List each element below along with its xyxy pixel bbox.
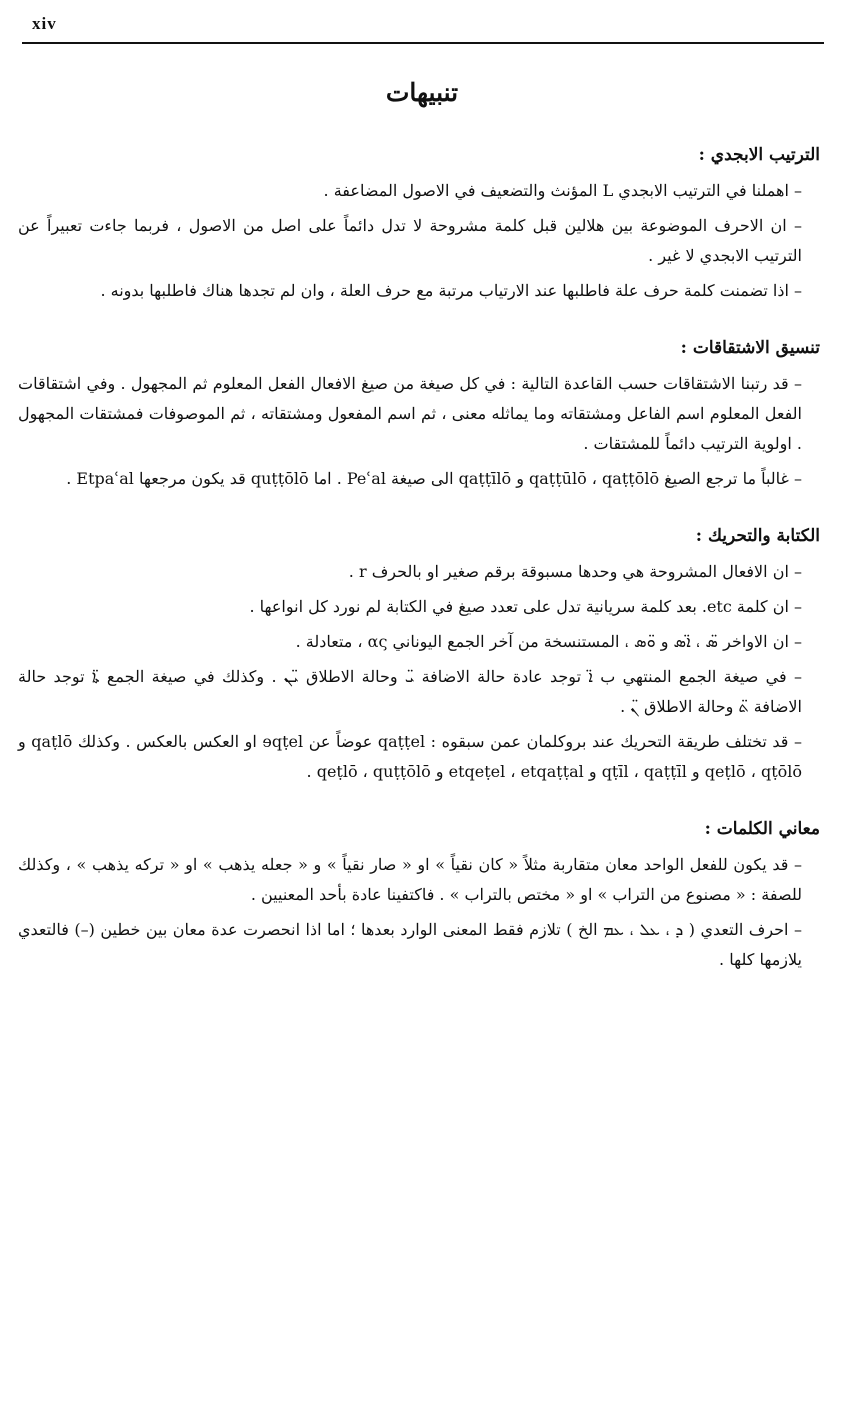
section-alphabetical-order (18, 140, 826, 306)
section-heading: الترتيب الابجدي : (698, 145, 820, 165)
section-derivations (18, 333, 826, 494)
paragraph: – ان الاحرف الموضوعة بين هلالين قبل كلمة مشروحة لا تدل دائماً على اصل من الاصول ، فربما جاءت تعبيراً عن الترتيب الابجدي لا غير . (18, 216, 802, 265)
section-word-meanings (18, 814, 826, 975)
section-writing-vocalization (18, 521, 826, 787)
section-heading: تنسيق الاشتقاقات : (680, 338, 820, 358)
page-number: xiv (32, 14, 57, 33)
page-title: تنبيهات (385, 78, 459, 107)
paragraph: – ان كلمة etc. بعد كلمة سريانية تدل على تعدد صيغ في الكتابة لم نورد كل انواعها . (249, 597, 802, 616)
paragraph: – اذا تضمنت كلمة حرف علة فاطلبها عند الارتياب مرتبة مع حرف العلة ، وان لم تجدها هناك فاطلبها بدونه . (100, 281, 802, 300)
section-heading: الكتابة والتحريك : (695, 526, 820, 546)
paragraph: – في صيغة الجمع المنتهي ب ̈ܐ توجد عادة حالة الاضافة ̈ܝ وحالة الاطلاق ̈ܝܢ . وكذلك في صيغة الجمع ̈ܬܐ توجد حالة الاضافة ̈ܬ وحالة الاطلاق ̈ܢ . (18, 667, 802, 716)
paragraph: – ان الافعال المشروحة هي وحدها مسبوقة برقم صغير او بالحرف r . (348, 562, 802, 581)
paragraph: – احرف التعدي ( ܕ ، ܥܠ ، ܥܡ الخ ) تلازم فقط المعنى الوارد بعدها ؛ اما اذا انحصرت عدة معان بين خطين (–) فالتعدي يلازمها كلها . (18, 920, 802, 969)
paragraph: – ان الاواخر ̈ܣ ، ̈ܐܣ و ̈ܘܣ ، المستنسخة من آخر الجمع اليوناني ας ، متعادلة . (295, 632, 802, 651)
header-rule (22, 42, 824, 44)
paragraph: – غالباً ما ترجع الصيغ qaṭṭūlō ، qaṭṭōlō و qaṭṭīlō الى صيغة Peʿal . اما quṭṭōlō قد يكون مرجعها Etpaʿal . (66, 469, 802, 488)
paragraph: – قد رتبنا الاشتقاقات حسب القاعدة التالية : في كل صيغة من صيغ الافعال الفعل المعلوم ثم المجهول . وفي اشتقاقات الفعل المعلوم اسم الفاعل ومشتقاته وما يماثله معنى ، ثم اسم المفعول ومشتقاته ، ثم الموصوفات فمشتقات المجهول . اولوية الترتيب دائماً للمشتقات . (18, 374, 802, 453)
section-gap (18, 499, 826, 521)
paragraph: – اهملنا في الترتيب الابجدي L المؤنث والتضعيف في الاصول المضاعفة . (323, 181, 802, 200)
document-body (18, 140, 826, 980)
paragraph: – قد تختلف طريقة التحريك عند بروكلمان عمن سبقوه : qaṭṭel عوضاً عن ɘqṭel او العكس بالعكس . وكذلك qaṭlō و qeṭlō ، qṭōlō و qṭīl ، qaṭṭīl و etqeṭel ، etqaṭṭal و qeṭlō ، quṭṭōlō . (18, 732, 803, 781)
section-heading: معاني الكلمات : (704, 819, 820, 839)
section-gap (18, 792, 826, 814)
section-gap (18, 311, 826, 333)
paragraph: – قد يكون للفعل الواحد معان متقاربة مثلاً « كان نقياً » او « صار نقياً » و « جعله يذهب » او « تركه يذهب » ، وكذلك للصفة : « مصنوع من التراب » او « مختص بالتراب » . فاكتفينا عادة بأحد المعنيين . (18, 855, 803, 904)
